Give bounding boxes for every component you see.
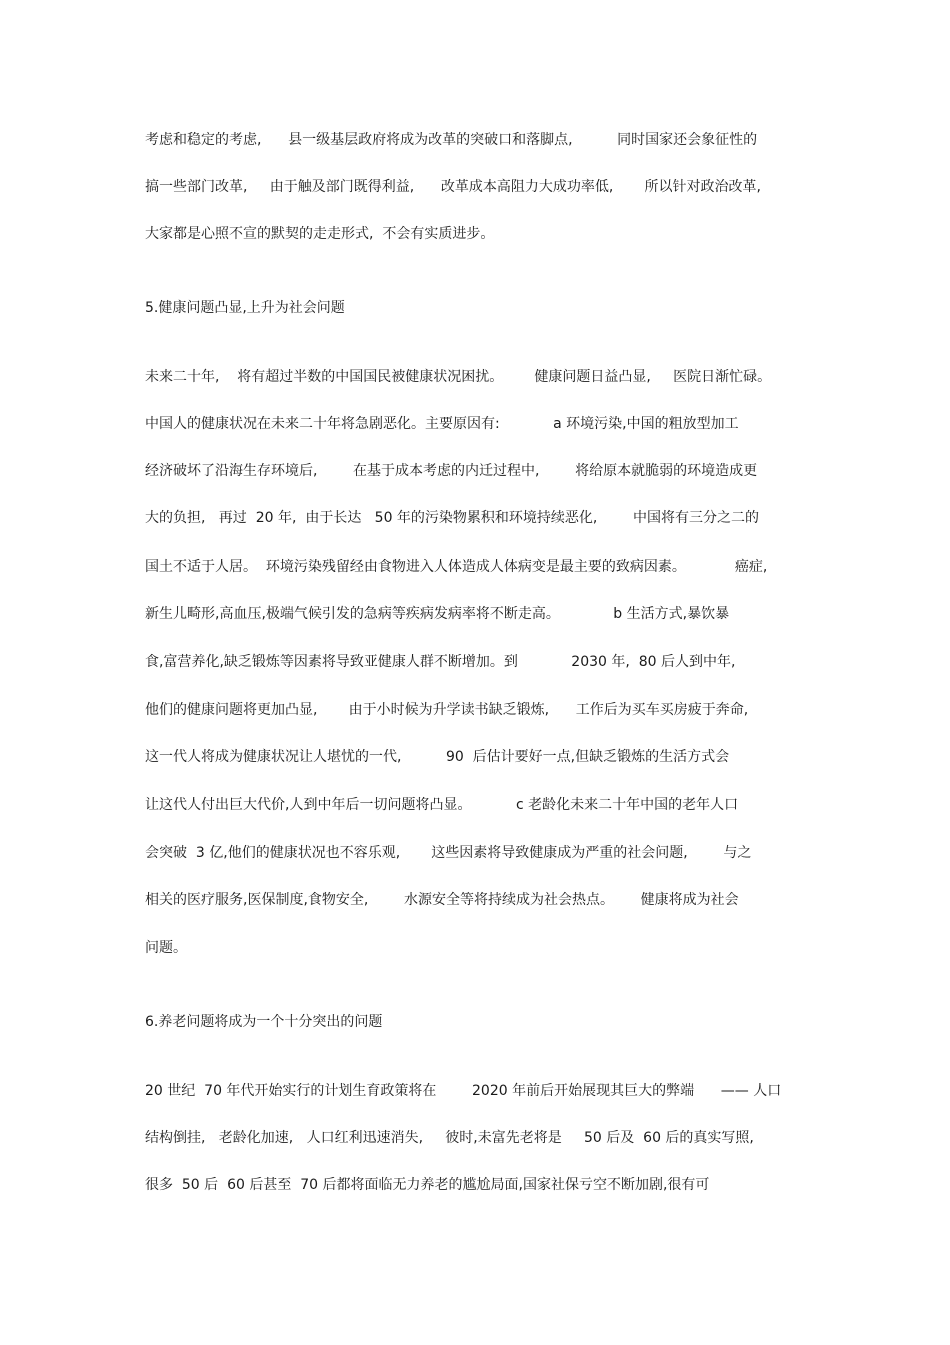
paragraph-line: 考虑和稳定的考虑, 县一级基层政府将成为改革的突破口和落脚点, 同时国家还会象征性的 — [145, 132, 758, 148]
paragraph-line: 大家都是心照不宣的默契的走走形式, 不会有实质进步。 — [145, 226, 495, 242]
paragraph-line: 让这代人付出巨大代价,人到中年后一切问题将凸显。 c 老龄化未来二十年中国的老年人口 — [145, 797, 739, 813]
paragraph-line: 新生儿畸形,高血压,极端气候引发的急病等疾病发病率将不断走高。 b 生活方式,暴饮暴 — [145, 606, 730, 622]
section-heading: 5.健康问题凸显,上升为社会问题 — [145, 300, 345, 316]
paragraph-line: 食,富营养化,缺乏锻炼等因素将导致亚健康人群不断增加。到 2030 年, 80 后人到中年, — [145, 654, 736, 670]
paragraph-line: 相关的医疗服务,医保制度,食物安全, 水源安全等将持续成为社会热点。 健康将成为社会 — [145, 892, 739, 908]
paragraph-line: 国土不适于人居。 环境污染残留经由食物进入人体造成人体病变是最主要的致病因素。 癌症, — [145, 559, 768, 575]
paragraph-line: 20 世纪 70 年代开始实行的计划生育政策将在 2020 年前后开始展现其巨大的弊端 —— 人口 — [145, 1083, 782, 1099]
paragraph-line: 未来二十年, 将有超过半数的中国国民被健康状况困扰。 健康问题日益凸显, 医院日渐忙碌。 — [145, 369, 772, 385]
paragraph-line: 经济破坏了沿海生存环境后, 在基于成本考虑的内迁过程中, 将给原本就脆弱的环境造成更 — [145, 463, 758, 479]
paragraph-line: 会突破 3 亿,他们的健康状况也不容乐观, 这些因素将导致健康成为严重的社会问题, 与之 — [145, 845, 752, 861]
paragraph-line: 很多 50 后 60 后甚至 70 后都将面临无力养老的尴尬局面,国家社保亏空不断加剧,很有可 — [145, 1177, 710, 1193]
paragraph-line: 他们的健康问题将更加凸显, 由于小时候为升学读书缺乏锻炼, 工作后为买车买房疲于奔命, — [145, 702, 749, 718]
paragraph-line: 结构倒挂, 老龄化加速, 人口红利迅速消失, 彼时,未富先老将是 50 后及 60 后的真实写照, — [145, 1130, 754, 1146]
paragraph-line: 问题。 — [145, 940, 187, 956]
paragraph-line: 这一代人将成为健康状况让人堪忧的一代, 90 后估计要好一点,但缺乏锻炼的生活方式会 — [145, 749, 730, 765]
paragraph-line: 搞一些部门改革, 由于触及部门既得利益, 改革成本高阻力大成功率低, 所以针对政治改革, — [145, 179, 761, 195]
paragraph-line: 中国人的健康状况在未来二十年将急剧恶化。主要原因有: a 环境污染,中国的粗放型加工 — [145, 416, 739, 432]
paragraph-line: 大的负担, 再过 20 年, 由于长达 50 年的污染物累积和环境持续恶化, 中国将有三分之二的 — [145, 510, 759, 526]
section-heading: 6.养老问题将成为一个十分突出的问题 — [145, 1014, 383, 1030]
